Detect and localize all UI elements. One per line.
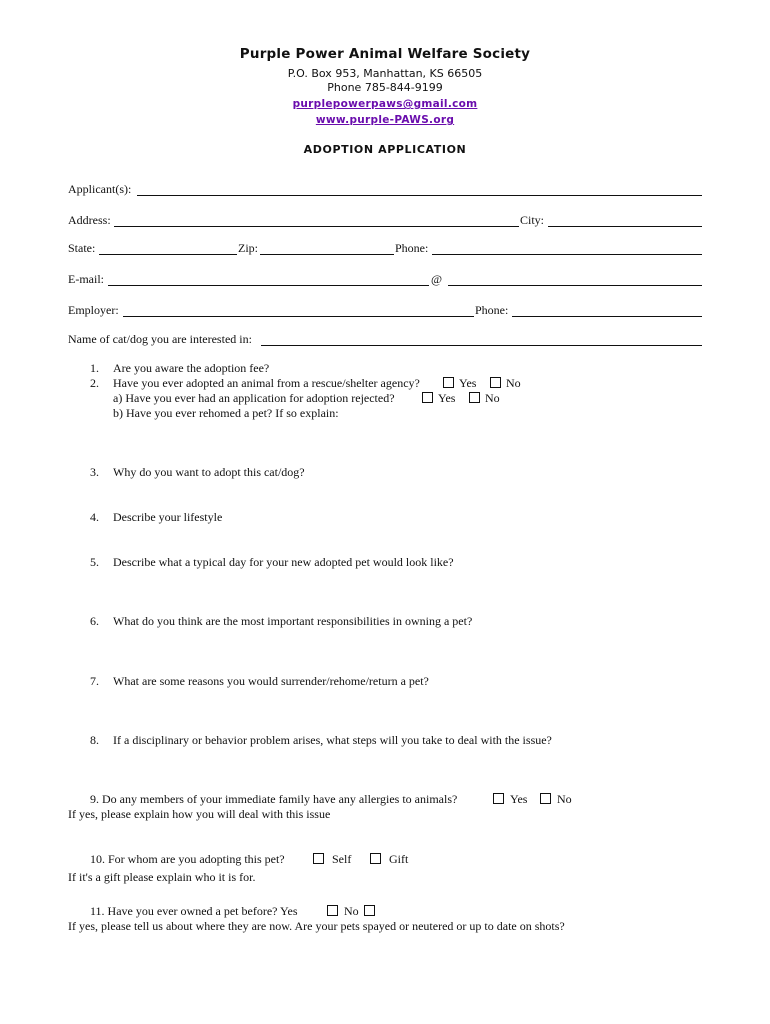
email-row: [68, 272, 702, 288]
city-label: City:: [520, 213, 545, 227]
question-2a-no-checkbox[interactable]: [469, 392, 480, 403]
website-link[interactable]: www.purple-PAWS.org: [315, 114, 455, 126]
question-1-number: 1.: [90, 361, 99, 375]
employer-phone-label: Phone:: [475, 303, 509, 317]
applicants-field[interactable]: [137, 195, 702, 196]
zip-label: Zip:: [238, 241, 258, 255]
question-11-no-label: No: [344, 904, 359, 918]
zip-field[interactable]: [260, 254, 394, 255]
question-2a-yes-label: Yes: [438, 391, 456, 405]
question-2-number: 2.: [90, 376, 99, 390]
question-2-yes-label: Yes: [459, 376, 477, 390]
question-6-text: What do you think are the most important responsibilities in owning a pet?: [113, 614, 473, 628]
question-2a-no-label: No: [485, 391, 500, 405]
question-7-number: 7.: [90, 674, 99, 688]
employer-row: [68, 303, 702, 319]
question-5-text: Describe what a typical day for your new adopted pet would look like?: [113, 555, 454, 569]
email-domain-field[interactable]: [448, 285, 702, 286]
email-at-sign: @: [431, 272, 443, 286]
pet-name-label: Name of cat/dog you are interested in:: [68, 332, 252, 346]
question-4-text: Describe your lifestyle: [113, 510, 223, 524]
organization-address: P.O. Box 953, Manhattan, KS 66505: [287, 67, 483, 80]
question-4-number: 4.: [90, 510, 99, 524]
question-3-number: 3.: [90, 465, 99, 479]
question-2-no-label: No: [506, 376, 521, 390]
question-10-gift-label: Gift: [389, 852, 409, 866]
organization-phone: Phone 785-844-9199: [327, 81, 443, 94]
state-label: State:: [68, 241, 96, 255]
employer-field[interactable]: [123, 316, 474, 317]
question-9-yes-checkbox[interactable]: [493, 793, 504, 804]
question-5-number: 5.: [90, 555, 99, 569]
address-field[interactable]: [114, 226, 519, 227]
question-9-text: 9. Do any members of your immediate family have any allergies to animals?: [90, 792, 458, 806]
employer-label: Employer:: [68, 303, 119, 317]
state-row: [68, 241, 702, 257]
question-8-text: If a disciplinary or behavior problem arises, what steps will you take to deal with the issue?: [113, 733, 552, 747]
question-11-text: 11. Have you ever owned a pet before? Yes: [90, 904, 298, 918]
phone-field[interactable]: [432, 254, 702, 255]
question-9-yes-label: Yes: [510, 792, 528, 806]
employer-phone-field[interactable]: [512, 316, 702, 317]
question-2a-text: a) Have you ever had an application for adoption rejected?: [113, 391, 395, 405]
address-label: Address:: [68, 213, 111, 227]
question-2-no-checkbox[interactable]: [490, 377, 501, 388]
question-10-text: 10. For whom are you adopting this pet?: [90, 852, 285, 866]
website-link-wrapper: [0, 112, 770, 126]
phone-label: Phone:: [395, 241, 429, 255]
question-3-text: Why do you want to adopt this cat/dog?: [113, 465, 305, 479]
email-label: E-mail:: [68, 272, 104, 286]
email-link[interactable]: purplepowerpaws@gmail.com: [292, 98, 478, 110]
question-7-text: What are some reasons you would surrender/rehome/return a pet?: [113, 674, 429, 688]
question-2-yes-checkbox[interactable]: [443, 377, 454, 388]
question-6-number: 6.: [90, 614, 99, 628]
question-10-followup: If it's a gift please explain who it is for.: [68, 870, 256, 884]
city-field[interactable]: [548, 226, 702, 227]
question-11-followup: If yes, please tell us about where they are now. Are your pets spayed or neutered or up to date on shots?: [68, 919, 565, 933]
form-title: ADOPTION APPLICATION: [303, 143, 467, 156]
pet-name-field[interactable]: [261, 345, 702, 346]
question-8-number: 8.: [90, 733, 99, 747]
question-2b-text: b) Have you ever rehomed a pet? If so explain:: [113, 406, 339, 420]
question-10-gift-checkbox[interactable]: [370, 853, 381, 864]
email-user-field[interactable]: [108, 285, 429, 286]
organization-name: Purple Power Animal Welfare Society: [239, 46, 531, 62]
question-10-self-checkbox[interactable]: [313, 853, 324, 864]
question-9-no-label: No: [557, 792, 572, 806]
question-10-self-label: Self: [332, 852, 352, 866]
question-11-no-checkbox[interactable]: [364, 905, 375, 916]
question-11-yes-checkbox[interactable]: [327, 905, 338, 916]
address-row: [68, 213, 702, 229]
applicants-row: [68, 182, 702, 198]
question-9-followup: If yes, please explain how you will deal with this issue: [68, 807, 331, 821]
applicants-label: Applicant(s):: [68, 182, 132, 196]
question-1-text: Are you aware the adoption fee?: [113, 361, 270, 375]
email-link-wrapper: [0, 96, 770, 110]
question-2a-yes-checkbox[interactable]: [422, 392, 433, 403]
state-field[interactable]: [99, 254, 237, 255]
question-2-text: Have you ever adopted an animal from a rescue/shelter agency?: [113, 376, 420, 390]
pet-name-row: [68, 332, 702, 348]
question-9-no-checkbox[interactable]: [540, 793, 551, 804]
